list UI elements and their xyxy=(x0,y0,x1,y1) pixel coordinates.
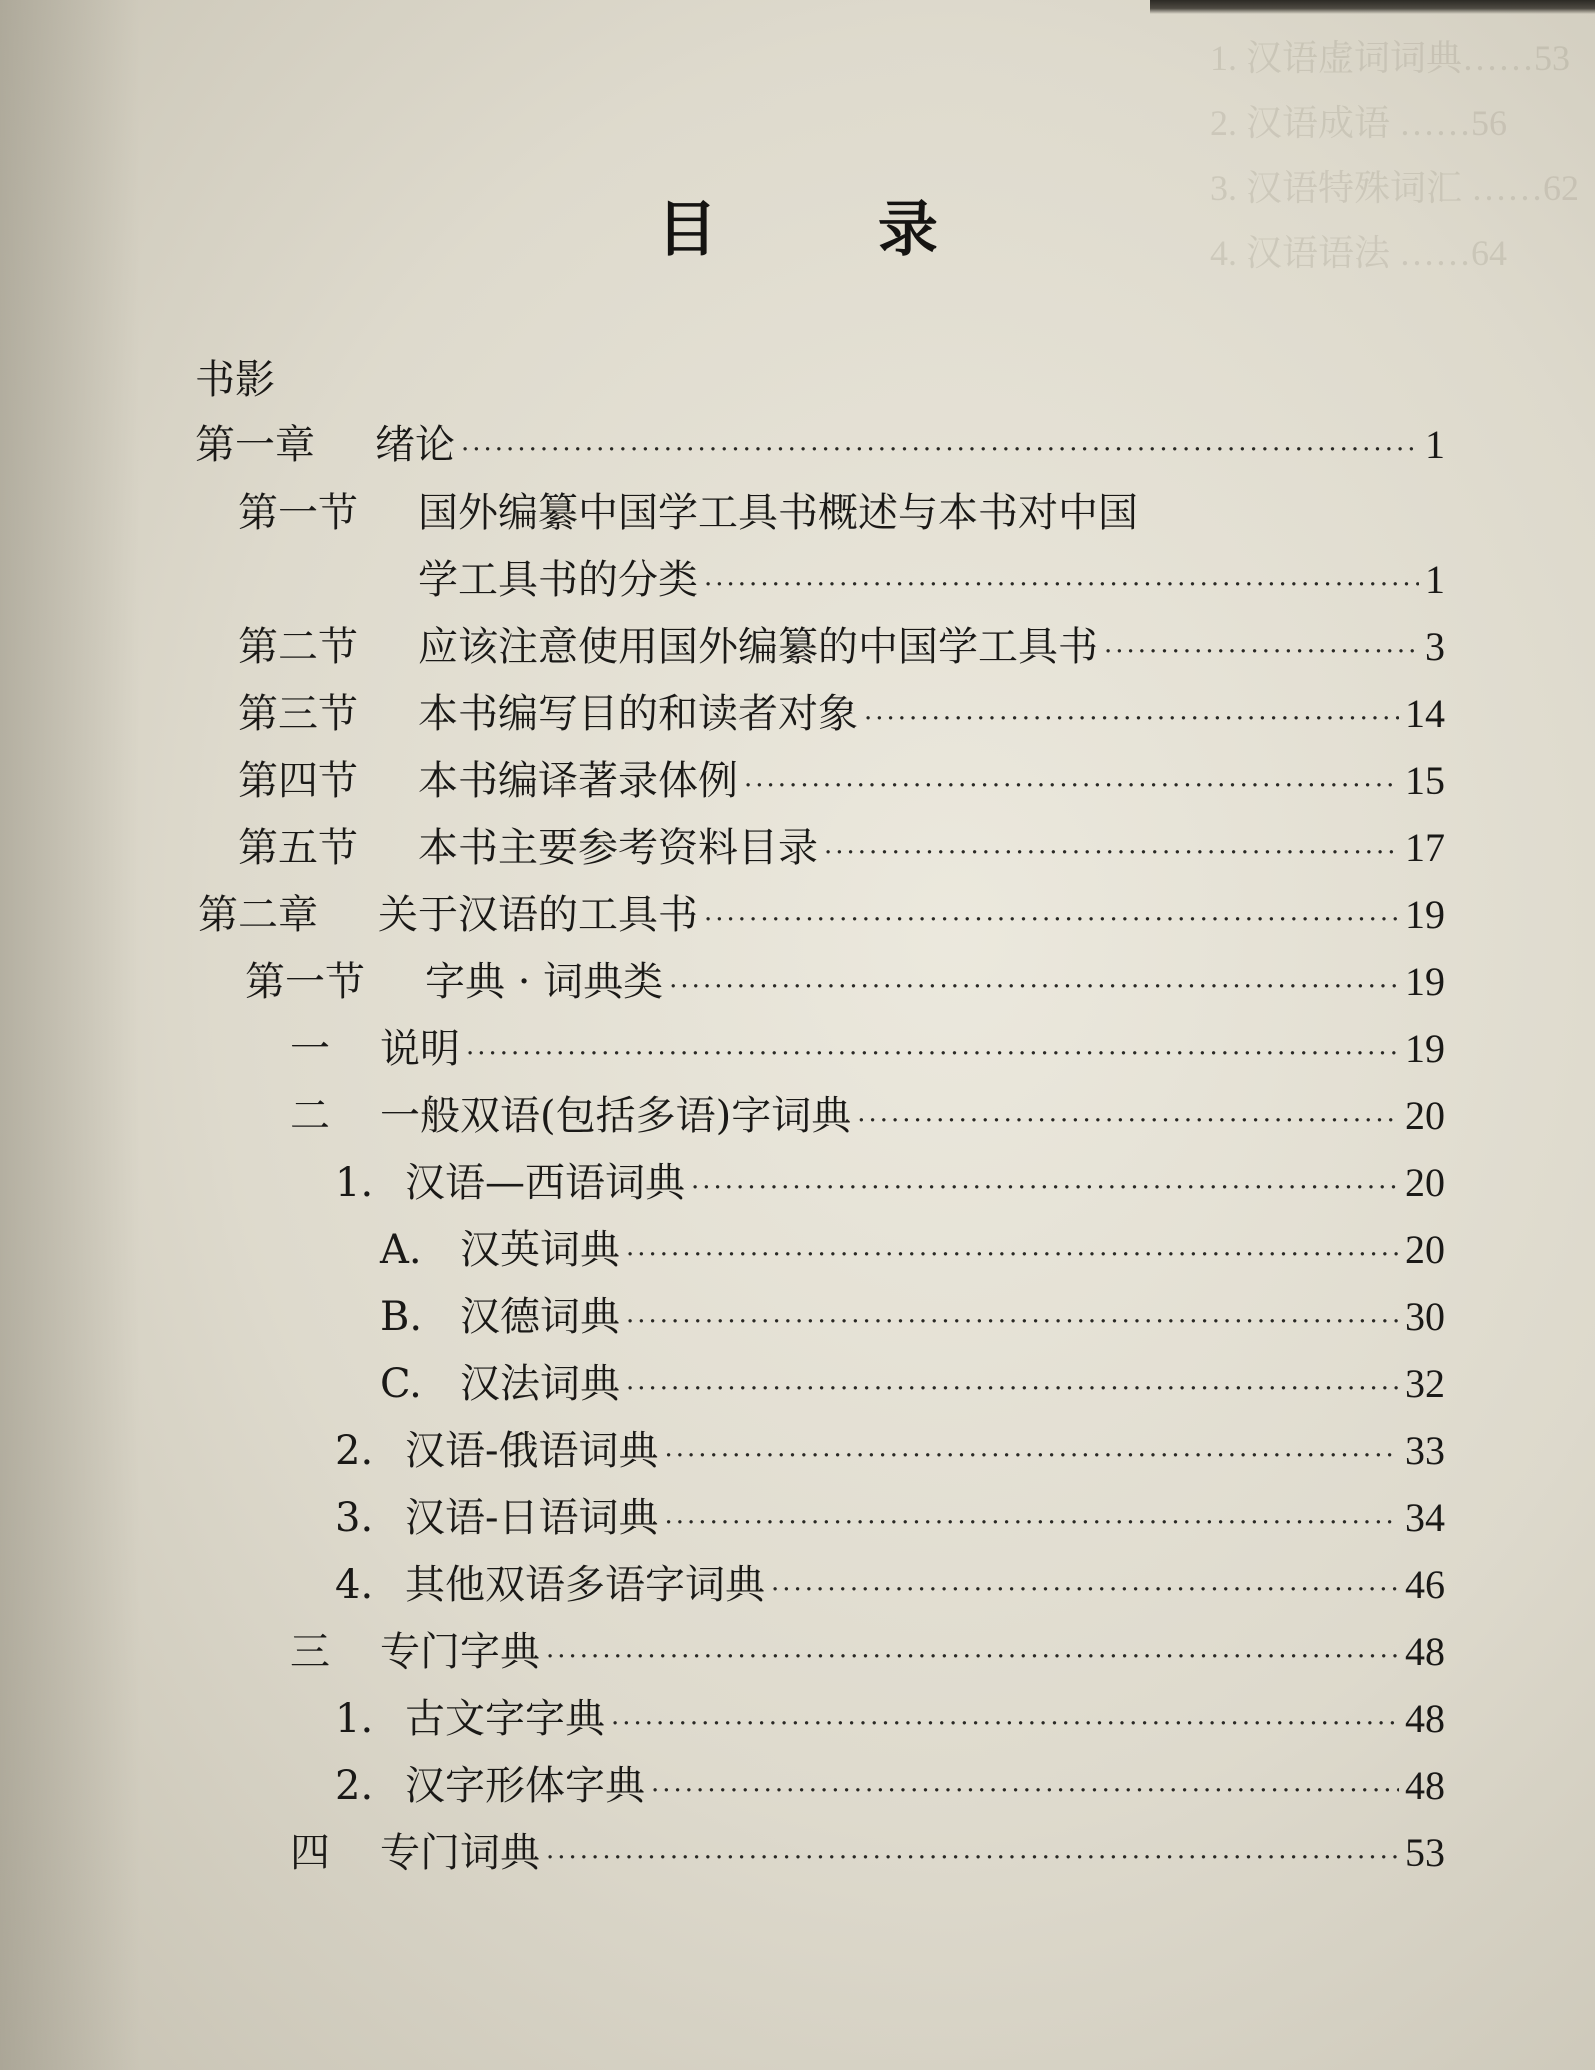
frontmatter-entry: 书影 xyxy=(195,357,275,403)
dot-leader xyxy=(466,1024,1399,1084)
entry-page: 19 xyxy=(1405,1026,1445,1071)
dot-leader xyxy=(626,1225,1399,1285)
dot-leader xyxy=(669,957,1399,1017)
entry-title: 古文字字典 xyxy=(405,1696,605,1742)
entry-number: 第二章 xyxy=(198,892,318,938)
toc-item-row xyxy=(335,1421,1445,1481)
entry-title: 关于汉语的工具书 xyxy=(378,892,698,938)
entry-number: 第二节 xyxy=(238,624,358,670)
dot-leader xyxy=(864,689,1399,749)
entry-number: 4. xyxy=(335,1562,374,1608)
entry-number: C. xyxy=(380,1361,422,1407)
toc-section-row xyxy=(238,818,1445,878)
entry-number: 第五节 xyxy=(238,825,358,871)
entry-page: 48 xyxy=(1405,1763,1445,1808)
entry-title: 说明 xyxy=(380,1026,460,1072)
page-title: 目 录 xyxy=(657,195,1008,265)
entry-title: 一般双语(包括多语)字词典 xyxy=(380,1093,852,1139)
toc-item-row xyxy=(335,1153,1445,1213)
entry-page: 1 xyxy=(1425,557,1445,602)
entry-title: 汉字形体字典 xyxy=(405,1763,645,1809)
entry-number: 三 xyxy=(290,1629,330,1675)
entry-number: 一 xyxy=(290,1026,330,1072)
entry-page: 20 xyxy=(1405,1160,1445,1205)
entry-number: 2. xyxy=(335,1763,374,1809)
entry-title-continuation: 学工具书的分类 xyxy=(418,557,698,603)
entry-number: 第三节 xyxy=(238,691,358,737)
entry-title: 应该注意使用国外编纂的中国学工具书 xyxy=(418,624,1098,670)
toc-item-row xyxy=(335,1756,1445,1816)
entry-title: 汉德词典 xyxy=(460,1294,620,1340)
dot-leader xyxy=(857,1091,1399,1151)
entry-page: 48 xyxy=(1405,1696,1445,1741)
dot-leader xyxy=(824,823,1399,883)
entry-title: 汉语-俄语词典 xyxy=(405,1428,659,1474)
dot-leader xyxy=(704,890,1399,950)
entry-page: 3 xyxy=(1425,624,1445,669)
dot-leader xyxy=(611,1694,1399,1754)
entry-page: 30 xyxy=(1405,1294,1445,1339)
toc-chapter-row xyxy=(195,415,1445,475)
entry-page: 20 xyxy=(1405,1093,1445,1138)
dot-leader xyxy=(461,420,1419,480)
entry-page: 20 xyxy=(1405,1227,1445,1272)
toc-subsection-row xyxy=(290,1086,1445,1146)
entry-page: 46 xyxy=(1405,1562,1445,1607)
entry-page: 32 xyxy=(1405,1361,1445,1406)
toc-section-row xyxy=(238,483,1445,543)
entry-title: 汉语—西语词典 xyxy=(405,1160,685,1206)
dot-leader xyxy=(651,1761,1399,1821)
toc-item-row xyxy=(380,1287,1445,1347)
toc-section-row xyxy=(238,684,1445,744)
toc-subsection-row xyxy=(290,1622,1445,1682)
toc-item-row xyxy=(380,1354,1445,1414)
toc-chapter-row xyxy=(198,885,1445,945)
dot-leader xyxy=(1104,622,1419,682)
entry-number: 二 xyxy=(290,1093,330,1139)
entry-number: B. xyxy=(380,1294,423,1340)
entry-page: 33 xyxy=(1405,1428,1445,1473)
entry-page: 48 xyxy=(1405,1629,1445,1674)
dot-leader xyxy=(626,1359,1399,1419)
entry-number: 2. xyxy=(335,1428,374,1474)
toc-continuation-row xyxy=(418,550,1445,610)
entry-title: 其他双语多语字词典 xyxy=(405,1562,765,1608)
dot-leader xyxy=(691,1158,1399,1218)
toc-item-row xyxy=(335,1689,1445,1749)
dot-leader xyxy=(626,1292,1399,1352)
entry-number: 第一节 xyxy=(238,490,358,536)
toc-section-row xyxy=(245,952,1445,1012)
entry-number: 3. xyxy=(335,1495,374,1541)
entry-title: 本书编译著录体例 xyxy=(418,758,738,804)
entry-page: 19 xyxy=(1405,959,1445,1004)
entry-page: 15 xyxy=(1405,758,1445,803)
entry-title: 绪论 xyxy=(375,422,455,468)
entry-title: 国外编纂中国学工具书概述与本书对中国 xyxy=(418,490,1138,536)
entry-title: 字典 · 词典类 xyxy=(425,959,664,1005)
dot-leader xyxy=(546,1627,1399,1687)
entry-page: 34 xyxy=(1405,1495,1445,1540)
dot-leader xyxy=(771,1560,1399,1620)
page-shadow xyxy=(0,0,140,2070)
entry-title: 汉语-日语词典 xyxy=(405,1495,659,1541)
toc-item-row xyxy=(380,1220,1445,1280)
dot-leader xyxy=(665,1426,1399,1486)
entry-page: 19 xyxy=(1405,892,1445,937)
dot-leader xyxy=(665,1493,1399,1553)
bleed-through-text: 1. 汉语虚词词典……53 xyxy=(1210,38,1571,78)
bleed-through-text: 2. 汉语成语 ……56 xyxy=(1210,103,1508,143)
entry-number: 第一节 xyxy=(245,959,365,1005)
entry-number: 四 xyxy=(290,1830,330,1876)
entry-number: 1. xyxy=(335,1696,374,1742)
entry-page: 53 xyxy=(1405,1830,1445,1875)
entry-title: 专门词典 xyxy=(380,1830,540,1876)
toc-item-row xyxy=(335,1488,1445,1548)
dot-leader xyxy=(744,756,1399,816)
entry-number: 1. xyxy=(335,1160,374,1206)
page-edge xyxy=(1150,0,1595,14)
entry-title: 专门字典 xyxy=(380,1629,540,1675)
entry-page: 14 xyxy=(1405,691,1445,736)
entry-number: 第一章 xyxy=(195,422,315,468)
bleed-through-text: 3. 汉语特殊词汇 ……62 xyxy=(1210,168,1580,208)
entry-title: 本书主要参考资料目录 xyxy=(418,825,818,871)
toc-subsection-row xyxy=(290,1823,1445,1883)
toc-section-row xyxy=(238,617,1445,677)
entry-title: 汉法词典 xyxy=(460,1361,620,1407)
dot-leader xyxy=(704,555,1419,615)
entry-page: 1 xyxy=(1425,422,1445,467)
entry-page: 17 xyxy=(1405,825,1445,870)
toc-section-row xyxy=(238,751,1445,811)
entry-title: 汉英词典 xyxy=(460,1227,620,1273)
toc-item-row xyxy=(335,1555,1445,1615)
dot-leader xyxy=(546,1828,1399,1888)
entry-number: A. xyxy=(380,1227,422,1273)
bleed-through-text: 4. 汉语语法 ……64 xyxy=(1210,233,1508,273)
entry-title: 本书编写目的和读者对象 xyxy=(418,691,858,737)
entry-number: 第四节 xyxy=(238,758,358,804)
toc-subsection-row xyxy=(290,1019,1445,1079)
